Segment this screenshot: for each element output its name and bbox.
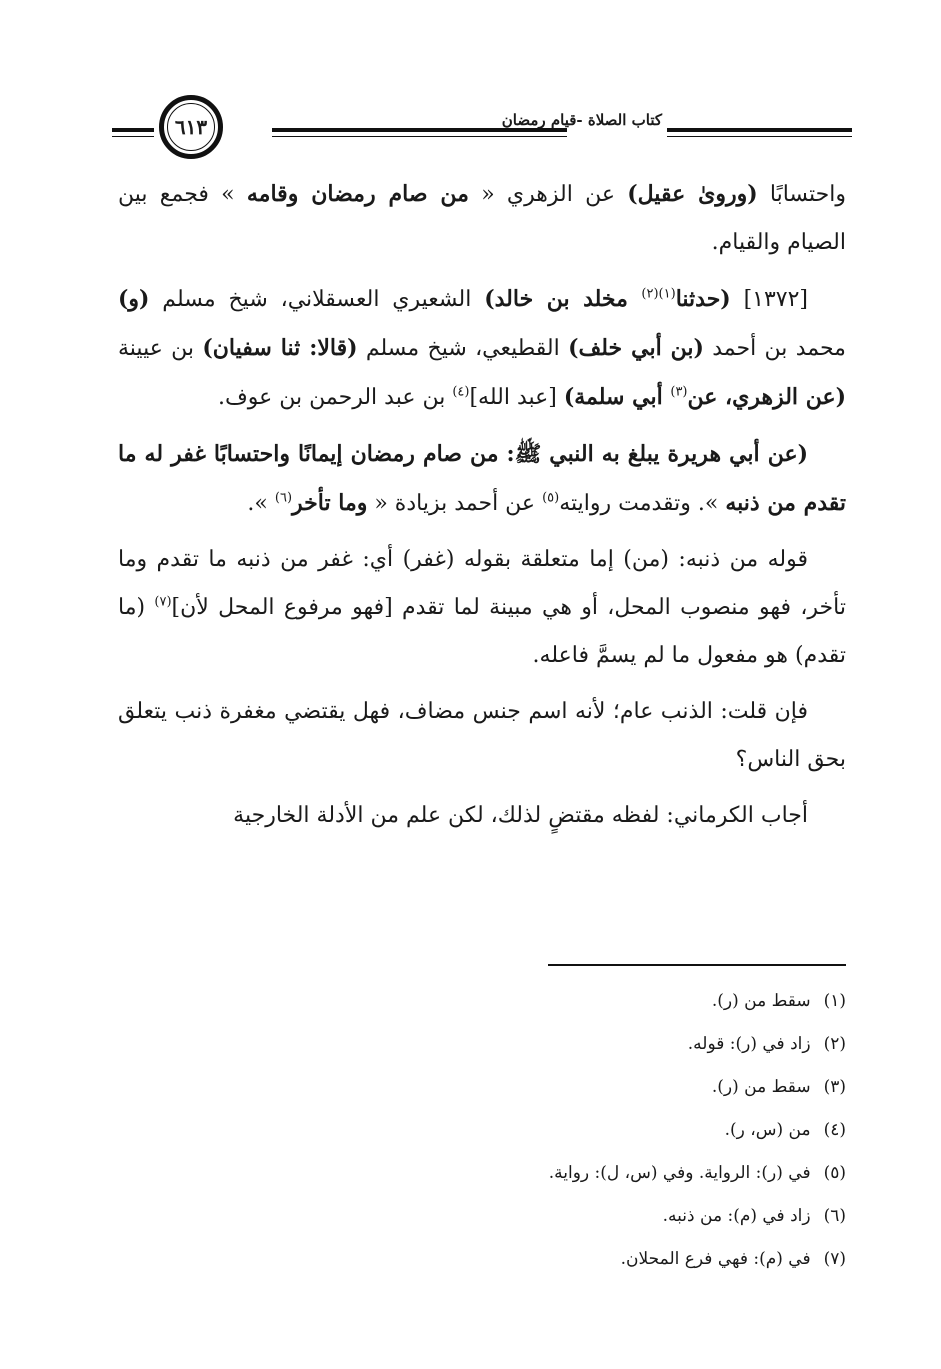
text-run: (بن أبي خلف) <box>568 335 704 361</box>
footnote <box>300 1238 846 1281</box>
header-rule <box>112 128 154 132</box>
text-run: الشعيري العسقلاني، شيخ مسلم <box>149 287 485 312</box>
text-run: محمد بن أحمد <box>703 336 846 361</box>
text-run: وما تأخر <box>292 490 368 516</box>
footnote-text: من (س، ر). <box>724 1120 811 1140</box>
footnote-text: سقط من (ر). <box>711 1077 811 1097</box>
text-run: (حدثنا <box>675 286 731 312</box>
footnote-separator <box>548 964 846 966</box>
footnote <box>300 1109 846 1152</box>
paragraph <box>118 536 846 680</box>
text-run: ». <box>247 491 275 516</box>
text-run: عن الزهري « <box>468 182 628 207</box>
footnote-ref: (٣) <box>670 384 688 400</box>
main-text <box>118 170 846 848</box>
header-rule <box>667 128 852 132</box>
paragraph: أجاب الكرماني: لفظه مقتضٍ لذلك، لكن علم من الأدلة الخارجية <box>233 803 808 828</box>
text-run: (ما تقدم) هو مفعول ما لم يسمَّ فاعله. <box>118 595 846 668</box>
text-run: (قالا: ثنا سفيان) <box>202 335 358 361</box>
footnote <box>300 1195 846 1238</box>
header-rule <box>272 128 567 132</box>
paragraph <box>118 170 846 267</box>
page-number-medallion <box>159 95 223 159</box>
text-run: : من صام رمضان إيمانًا واحتسابًا غفر له ما تقدم من ذنبه <box>118 441 846 516</box>
footnote-text: في (م): فهي فرع المحلان. <box>620 1249 811 1269</box>
header-rule <box>112 136 154 137</box>
footnote <box>300 1023 846 1066</box>
header-rule <box>272 136 567 137</box>
paragraph <box>118 430 846 528</box>
header-rule <box>667 136 852 137</box>
text-run: مخلد بن خالد) <box>484 286 642 312</box>
hadith-number: [١٣٧٢] <box>730 287 809 312</box>
text-run: بن عبد الرحمن بن عوف. <box>217 385 453 410</box>
text-run: (عن أبي هريرة يبلغ به النبي ﷺ <box>514 441 808 467</box>
paragraph: فإن قلت: الذنب عام؛ لأنه اسم جنس مضاف، فهل يقتضي مغفرة ذنب يتعلق بحق الناس؟ <box>118 699 846 772</box>
text-run: القطيعي، شيخ مسلم <box>357 336 569 361</box>
page-number: ٦١٣ <box>174 115 208 139</box>
text-run: عن أحمد بزيادة « <box>367 491 543 516</box>
text-run: واحتسابًا <box>757 182 847 207</box>
footnote-number: (٥) <box>823 1163 846 1183</box>
page-header <box>112 95 852 175</box>
text-run: من صام رمضان وقامه <box>246 181 469 207</box>
running-title: كتاب الصلاة -قيام رمضان <box>501 111 662 129</box>
paragraph <box>118 275 846 422</box>
text-run: قوله من ذنبه: (من) إما متعلقة بقوله (غفر) أي: غفر من ذنبه ما تقدم وما تأخر، فهو منصوب المحل، أو هي مبينة لما تقدم [فهو مرفوع المحل لأن] <box>118 547 846 620</box>
footnote-number: (٧) <box>823 1249 846 1269</box>
footnote-number: (٦) <box>823 1206 846 1226</box>
footnote-number: (٤) <box>823 1120 846 1140</box>
footnote <box>300 1066 846 1109</box>
footnote-text: زاد في (م): من ذنبه. <box>662 1206 811 1226</box>
footnote-text: سقط من (ر). <box>711 991 811 1011</box>
footnote-ref: (٥) <box>542 490 560 506</box>
footnote-ref: (٧) <box>154 594 172 610</box>
text-run: (و) <box>118 286 150 312</box>
footnote-ref: (١)(٢) <box>641 286 676 302</box>
footnotes <box>300 980 846 1281</box>
text-run: بن عيينة <box>118 336 203 361</box>
text-run: » فجمع بين الصيام والقيام. <box>118 182 846 255</box>
footnote-ref: (٤) <box>452 384 470 400</box>
footnote-text: في (ر): الرواية. وفي (س، ل): رواية. <box>548 1163 811 1183</box>
footnote-number: (٢) <box>823 1034 846 1054</box>
footnote <box>300 1152 846 1195</box>
footnote <box>300 980 846 1023</box>
text-run: (عن الزهري، عن <box>687 384 846 410</box>
text-run: (وروىٰ عقيل) <box>627 181 758 207</box>
footnote-number: (٣) <box>823 1077 846 1097</box>
text-run: ». وتقدمت روايته <box>559 491 726 516</box>
footnote-ref: (٦) <box>274 490 293 506</box>
footnote-number: (١) <box>823 991 846 1011</box>
text-run: أبي سلمة) <box>563 384 671 410</box>
footnote-text: زاد في (ر): قوله. <box>687 1034 811 1054</box>
text-run: [عبد الله] <box>469 385 564 410</box>
